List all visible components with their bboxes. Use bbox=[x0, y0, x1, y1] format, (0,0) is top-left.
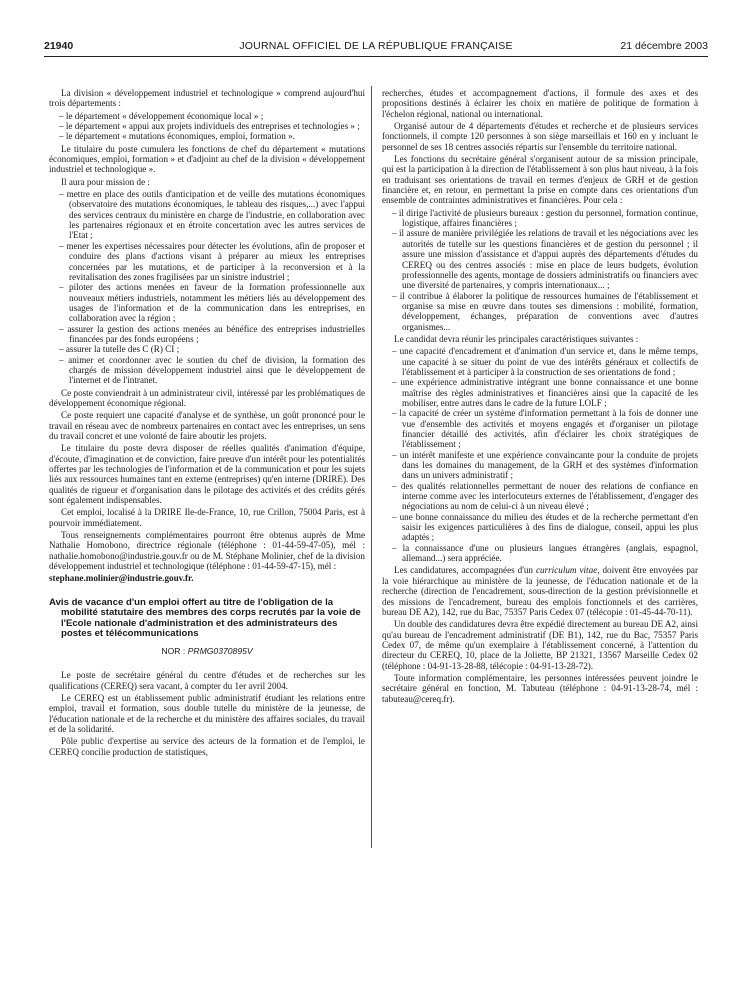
list-item: – il assure de manière privilégiée les relations de travail et les négociations avec les autorités de tutelle sur les questions financières et de gestion du personnel ; il assure une mission d'assistance et d'appui auprès des départements d'études du CEREQ ou des centres associés : mise en place de leurs budgets, évolution professionnelle des agents, montage de dossiers administratifs ou financiers avec une diversité de partenaires, y compris internationaux... ; bbox=[382, 228, 698, 290]
list-item: – il dirige l'activité de plusieurs bureaux : gestion du personnel, formation continue, logistique, affaires financières ; bbox=[382, 208, 698, 229]
page-header bbox=[44, 38, 708, 56]
list-item: – un intérêt manifeste et une expérience convaincante pour la conduite de projets dans les domaines du management, de la GRH et des systèmes d'information dans un univers administratif ; bbox=[382, 450, 698, 481]
list-item: – animer et coordonner avec le soutien du chef de division, la formation des chargés de mission développement industriel ainsi que le développement de l'internet et de l'intranet. bbox=[49, 355, 365, 386]
left-column bbox=[49, 88, 365, 759]
paragraph: Tous renseignements complémentaires pourront être obtenus auprès de Mme Nathalie Homobono, directrice régionale (téléphone : 01-44-59-47-05), mél : nathalie.homobono@industrie.gouv.fr ou de M. Stéphane Molinier, chef de la division développement industriel et technologique (téléphone : 01-44-59-47-15), mél : bbox=[49, 530, 365, 572]
page-number: 21940 bbox=[44, 40, 74, 52]
paragraph: Ce poste conviendrait à un administrateur civil, intéressé par les problématiques de développement économique régional. bbox=[49, 387, 365, 408]
text-run: Les candidatures, accompagnées d'un bbox=[394, 565, 533, 576]
list-item: – le département « mutations économiques, emploi, formation ». bbox=[49, 131, 365, 141]
list-item: – mettre en place des outils d'anticipation et de veille des mutations économiques (observatoire des mutations économiques, le tableau des risques,...) avec l'appui des services centraux du ministère en charge de l'industrie, en collaboration avec les partenaires régionaux et en étroite concertation avec les autres services de l'Etat ; bbox=[49, 189, 365, 241]
paragraph: Pôle public d'expertise au service des acteurs de la formation et de l'emploi, le CEREQ concilie production de statistiques, bbox=[49, 736, 365, 757]
department-list bbox=[49, 111, 365, 142]
requirements-list bbox=[382, 346, 698, 563]
nor-label: NOR : bbox=[161, 645, 186, 656]
function-list bbox=[382, 208, 698, 332]
text-run: doivent être envoyées par la voie hiérarchique au ministère de la jeunesse, de l'éducation nationale et de la recherche (direction de l'encadrement, sous-direction de la gestion prévisionnelle et des missions de l'encadrement, bureau des emplois fonctionnels et des carrières, bureau DE A2), 142, rue du Bac, 75357 Paris Cedex 07 (télécopie : 01-45-44-70-11). bbox=[382, 565, 698, 617]
list-item: – la connaissance d'une ou plusieurs langues étrangères (anglais, espagnol, allemand...) sera appréciée. bbox=[382, 543, 698, 564]
mission-list bbox=[49, 189, 365, 386]
paragraph: Organisé autour de 4 départements d'études et recherche et de plusieurs services fonctionnels, il compte 120 personnes à son siège marseillais et 160 en y incluant le personnel de ses 18 centres associés répartis sur l'ensemble du territoire national. bbox=[382, 121, 698, 152]
list-item: – assurer la gestion des actions menées au bénéfice des entreprises industrielles financées par des fonds européens ; bbox=[49, 324, 365, 345]
paragraph: Les fonctions du secrétaire général s'organisent autour de sa mission principale, qui est la participation à la direction de l'établissement à son plus haut niveau, à la fois en traduisant ses orientations de travail en termes d'enjeux de GRH et de gestion financière et, en retour, en permettant la prise en compte dans ces orientations d'un ensemble de contraintes administratives et financières. Pour cela : bbox=[382, 154, 698, 206]
paragraph: Le candidat devra réunir les principales caractéristiques suivantes : bbox=[394, 333, 639, 344]
paragraph: Un double des candidatures devra être expédié directement au bureau DE A2, ainsi qu'au bureau de l'encadrement administratif (DE B1), 142, rue du Bac, 75357 Paris Cedex 07, de même qu'un exemplaire à l'établissement concerné, à l'attention du directeur du CEREQ, 10, place de la Joliette, BP 21321, 13567 Marseille Cedex 02 (téléphone : 04-91-13-28-88, télécopie : 04-91-13-28-72). bbox=[382, 619, 698, 671]
paragraph: Le titulaire du poste devra disposer de réelles qualités d'animation d'équipe, d'écoute, d'imagination et de conviction, faire preuve d'un intérêt pour les potentialités offertes par les technologies de l'information et de la communication et pour les sujets liés aux ressources humaines tant en externe (entreprises) qu'en interne (DRIRE). Des qualités de rigueur et d'organisation dans le pilotage des activités et des crédits gérés sont également indispensables. bbox=[49, 443, 365, 506]
paragraph: Toute information complémentaire, les personnes intéressées peuvent joindre le secrétaire général en fonction, M. Tabuteau (téléphone : 04-91-13-28-74, mél : tabuteau@cereq.fr). bbox=[382, 672, 698, 704]
list-item: – une expérience administrative intégrant une bonne connaissance et une bonne maîtrise des règles administratives et financières ainsi que la capacité de les mobiliser, entre autres dans le cadre de la future LOLF ; bbox=[382, 377, 698, 408]
paragraph: Il aura pour mission de : bbox=[61, 176, 150, 187]
list-item: – une capacité d'encadrement et d'animation d'un service et, dans le même temps, une capacité à se situer du point de vue des intérêts généraux et collectifs de l'établissement et à participer à la construction de ses orientations de fond ; bbox=[382, 346, 698, 377]
paragraph: recherches, études et accompagnement d'actions, il formule des axes et des propositions destinés à éclairer les choix en matière de politique de formation à l'échelon régional, national ou international. bbox=[382, 88, 698, 119]
publication-date: 21 décembre 2003 bbox=[620, 40, 708, 52]
nor-reference bbox=[49, 646, 365, 656]
paragraph: La division « développement industriel et technologique » comprend aujourd'hui trois départements : bbox=[49, 88, 365, 109]
header-rule bbox=[44, 56, 708, 57]
list-item: – le département « développement économique local » ; bbox=[49, 111, 365, 121]
paragraph: Le poste de secrétaire général du centre d'études et de recherches sur les qualifications (CEREQ) sera vacant, à compter du 1er avril 2004. bbox=[49, 670, 365, 691]
list-item: – il contribue à élaborer la politique de ressources humaines de l'établissement et organise sa mise en œuvre dans toutes ses dimensions : mobilité, formation, développement, échanges, préparation de conventions avec d'autres organismes... bbox=[382, 291, 698, 332]
list-item: – mener les expertises nécessaires pour détecter les évolutions, afin de proposer et conduire des plans d'actions visant à préparer au mieux les entreprises concernées par les mutations, et de participer à la reconversion et à la revitalisation des zones fragilisées par un sinistre industriel ; bbox=[49, 241, 365, 282]
notice-title: Avis de vacance d'un emploi offert au titre de l'obligation de la mobilité statutaire des membres des corps recrutés par la voie de l'Ecole nationale d'administration et des administrateurs des postes et télécommunications bbox=[49, 596, 361, 640]
contact-email: stephane.molinier@industrie.gouv.fr. bbox=[49, 573, 194, 584]
paragraph: Cet emploi, localisé à la DRIRE Ile-de-France, 10, rue Crillon, 75004 Paris, est à pourvoir immédiatement. bbox=[49, 507, 365, 528]
list-item: – une bonne connaissance du milieu des études et de la recherche permettant d'en saisir les exigences particulières à des fins de dialogue, conseil, appui les plus adaptés ; bbox=[382, 512, 698, 543]
list-item: – le département « appui aux projets individuels des entreprises et technologies » ; bbox=[49, 121, 365, 131]
list-item: – assurer la tutelle des C (R) CI ; bbox=[49, 344, 365, 354]
paragraph bbox=[382, 565, 698, 617]
list-item: – des qualités relationnelles permettant de nouer des relations de confiance en interne comme avec les interlocuteurs externes de l'établissement, d'engager des négociations au nom de celui-ci à un niveau élevé ; bbox=[382, 481, 698, 512]
paragraph: Ce poste requiert une capacité d'analyse et de synthèse, un goût prononcé pour le travail en réseau avec de nombreux partenaires en contact avec les entreprises, un sens du travail concret et une volonté de faire aboutir les projets. bbox=[49, 410, 365, 441]
paragraph: Le titulaire du poste cumulera les fonctions de chef du département « mutations économiques, emploi, formation » et d'adjoint au chef de la division « développement industriel et technologique ». bbox=[49, 143, 365, 175]
list-item: – la capacité de créer un système d'information permettant à la fois de donner une vue d'ensemble des activités et moyens engagés et d'organiser un pilotage financier détaillé des activités, afin d'éclairer les choix stratégiques de l'établissement ; bbox=[382, 408, 698, 449]
right-column bbox=[382, 88, 698, 706]
column-divider bbox=[371, 86, 372, 848]
nor-code: PRMG0370895V bbox=[187, 645, 253, 656]
italic-run: curriculum vitae, bbox=[535, 565, 600, 576]
paragraph: Le CEREQ est un établissement public administratif étudiant les relations entre emploi, travail et formation, sous double tutelle du ministère de la jeunesse, de l'éducation nationale et de la recherche et du ministère des affaires sociales, du travail et de la solidarité. bbox=[49, 692, 365, 734]
journal-title: JOURNAL OFFICIEL DE LA RÉPUBLIQUE FRANÇAISE bbox=[239, 40, 513, 52]
list-item: – piloter des actions menées en faveur de la formation professionnelle aux nouveaux métiers industriels, notamment les métiers liés au développement des usages de l'information et de la communication dans les entreprises, en collaboration avec la région ; bbox=[49, 282, 365, 323]
